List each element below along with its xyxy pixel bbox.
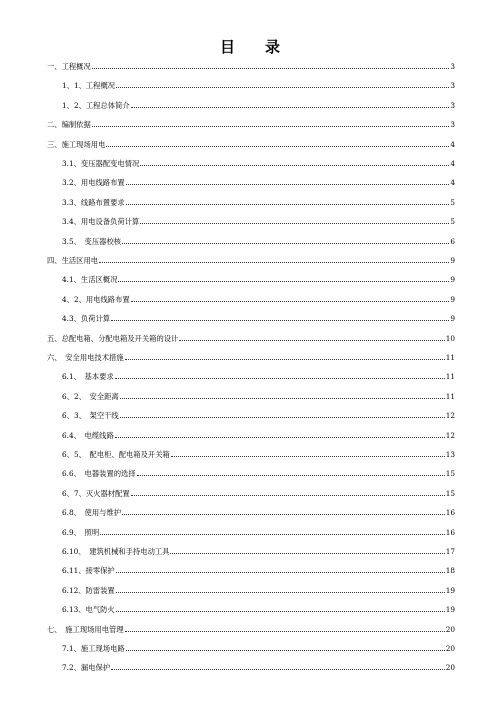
toc-entry-label: 四、生活区用电 (47, 256, 99, 265)
toc-leader-dots (120, 416, 445, 418)
toc-entry[interactable] (62, 154, 455, 168)
toc-entry-page-number: 17 (445, 547, 455, 556)
toc-entry[interactable] (47, 251, 455, 265)
toc-entry[interactable] (47, 115, 455, 129)
toc-entry[interactable] (62, 309, 455, 323)
toc-leader-dots (120, 397, 445, 399)
toc-leader-dots (126, 203, 450, 205)
toc-entry-label: 6.10、 建筑机械和手持电动工具 (62, 547, 170, 556)
toc-entry-page-number: 3 (450, 120, 455, 130)
toc-entry-label: 6、3、 架空干线 (62, 411, 119, 421)
toc-entry-page-number: 20 (445, 663, 455, 673)
toc-entry-page-number: 11 (445, 372, 455, 382)
toc-entry-label: 4、2、用电线路布置 (62, 294, 130, 304)
toc-leader-dots (140, 222, 449, 224)
toc-entry-page-number: 3 (450, 100, 455, 110)
toc-entry[interactable] (62, 523, 455, 537)
toc-entry[interactable] (47, 329, 455, 343)
toc-entry[interactable] (62, 367, 455, 381)
toc-entry-page-number: 4 (450, 139, 455, 149)
toc-entry-label: 三、施工现场用电 (47, 139, 106, 149)
toc-entry-page-number: 16 (445, 508, 455, 518)
toc-entry-page-number: 11 (445, 353, 455, 362)
toc-leader-dots (122, 513, 445, 515)
toc-entry[interactable] (62, 173, 455, 187)
toc-leader-dots (100, 533, 445, 535)
toc-entry[interactable] (62, 212, 455, 226)
toc-entry[interactable] (62, 581, 455, 595)
toc-entry[interactable] (62, 387, 455, 401)
toc-leader-dots (170, 552, 444, 554)
toc-entry-label: 6.9、 照明 (62, 527, 100, 537)
toc-entry-page-number: 3 (450, 62, 455, 71)
toc-entry[interactable] (62, 600, 455, 614)
toc-entry-label: 1、2、工程总体简介 (62, 100, 130, 110)
toc-entry-page-number: 9 (450, 256, 455, 265)
toc-entry-label: 7.1、施工现场电路 (62, 644, 125, 653)
toc-entry[interactable] (62, 484, 455, 498)
toc-leader-dots (116, 571, 445, 573)
toc-leader-dots (115, 377, 445, 379)
toc-entry-page-number: 19 (445, 585, 455, 595)
toc-entry-page-number: 3 (450, 81, 455, 91)
toc-entry-label: 6、2、 安全距离 (62, 391, 119, 401)
toc-entry-label: 3.3、线路布置要求 (62, 197, 125, 207)
toc-entry-label: 一、工程概况 (47, 62, 91, 71)
toc-entry-label: 4.1、生活区概况 (62, 275, 118, 285)
toc-entry-page-number: 12 (445, 430, 455, 440)
toc-entry-page-number: 10 (445, 333, 455, 343)
toc-leader-dots (171, 455, 445, 457)
toc-entry-page-number: 5 (450, 197, 455, 207)
toc-entry-label: 六、 安全用电技术措施 (47, 353, 124, 362)
toc-entry[interactable] (62, 503, 455, 517)
toc-entry[interactable] (62, 96, 455, 110)
toc-entry-label: 二、编制依据 (47, 120, 91, 130)
toc-entry[interactable] (62, 542, 455, 556)
toc-leader-dots (126, 183, 450, 185)
toc-entry-label: 6.13、电气防火 (62, 605, 115, 615)
toc-entry[interactable] (62, 639, 455, 653)
toc-leader-dots (111, 668, 445, 670)
toc-entry-page-number: 20 (445, 644, 455, 653)
toc-entry-label: 6.4、 电缆线路 (62, 430, 114, 440)
toc-entry[interactable] (47, 57, 455, 71)
toc-entry[interactable] (62, 290, 455, 304)
toc-entry-label: 五、总配电箱、分配电箱及开关箱的设计 (47, 333, 179, 343)
toc-entry-label: 6、7、灭火器材配置 (62, 488, 130, 498)
toc-entry[interactable] (62, 76, 455, 90)
toc-entry[interactable] (62, 658, 455, 672)
toc-entry-page-number: 5 (450, 217, 455, 227)
toc-entry[interactable] (62, 426, 455, 440)
toc-entry-page-number: 16 (445, 527, 455, 537)
toc-leader-dots (125, 630, 445, 632)
toc-leader-dots (131, 106, 450, 108)
toc-leader-dots (131, 300, 450, 302)
toc-entry[interactable] (62, 193, 455, 207)
toc-entry-label: 3.5、 变压器校核 (62, 236, 122, 246)
toc-entry[interactable] (47, 348, 455, 362)
toc-entry-page-number: 11 (445, 391, 455, 401)
toc-leader-dots (115, 436, 445, 438)
toc-entry-label: 6.12、防雷装置 (62, 585, 115, 595)
toc-entry-page-number: 18 (445, 566, 455, 576)
toc-entry-label: 4.3、负荷计算 (62, 314, 111, 324)
toc-entry[interactable] (62, 445, 455, 459)
toc-leader-dots (92, 125, 450, 127)
toc-entry[interactable] (62, 232, 455, 246)
toc-leader-dots (137, 474, 445, 476)
toc-entry-label: 3.1、变压器配变电情况 (62, 159, 140, 168)
toc-leader-dots (116, 591, 445, 593)
toc-entry[interactable] (47, 135, 455, 149)
toc-entry-page-number: 13 (445, 450, 455, 459)
toc-leader-dots (125, 358, 445, 360)
toc-entry[interactable] (47, 620, 455, 634)
toc-entry[interactable] (62, 464, 455, 478)
toc-entry-page-number: 6 (450, 236, 455, 246)
toc-entry-label: 6.8、 使用与维护 (62, 508, 122, 518)
toc-leader-dots (131, 494, 445, 496)
toc-leader-dots (99, 261, 449, 263)
toc-leader-dots (106, 145, 449, 147)
toc-leader-dots (116, 610, 445, 612)
toc-leader-dots (118, 280, 449, 282)
toc-entry-label: 3.4、用电设备负荷计算 (62, 217, 140, 227)
toc-entry-page-number: 9 (450, 314, 455, 324)
toc-leader-dots (126, 649, 445, 651)
toc-entry[interactable] (62, 270, 455, 284)
toc-entry[interactable] (62, 561, 455, 575)
toc-title: 目 录 (219, 38, 280, 56)
toc-entry-page-number: 9 (450, 275, 455, 285)
toc-leader-dots (140, 164, 449, 166)
toc-entry-page-number: 12 (445, 411, 455, 421)
toc-entry-label: 1、1、工程概况 (62, 81, 116, 91)
toc-entry-label: 7.2、漏电保护 (62, 663, 111, 673)
toc-entry-page-number: 19 (445, 605, 455, 615)
toc-entry-label: 6、5、 配电柜、配电箱及开关箱 (62, 450, 170, 459)
toc-entry-page-number: 15 (445, 488, 455, 498)
toc-entry-page-number: 15 (445, 469, 455, 479)
toc-entry-page-number: 20 (445, 624, 455, 634)
toc-leader-dots (179, 339, 444, 341)
toc-entry-label: 6.1、 基本要求 (62, 372, 114, 382)
toc-entry-label: 3.2、用电线路布置 (62, 178, 125, 188)
toc-entry-page-number: 9 (450, 294, 455, 304)
toc-leader-dots (116, 86, 449, 88)
toc-leader-dots (111, 319, 449, 321)
toc-entry-label: 6.11、接零保护 (62, 566, 115, 576)
toc-entry[interactable] (62, 406, 455, 420)
toc-entry-page-number: 4 (450, 178, 455, 188)
toc-leader-dots (122, 242, 449, 244)
toc-entry-label: 七、 施工现场用电管理 (47, 624, 124, 634)
toc-leader-dots (92, 67, 450, 69)
toc-entry-label: 6.6、 电器装置的选择 (62, 469, 136, 479)
toc-entry-page-number: 4 (450, 159, 455, 168)
